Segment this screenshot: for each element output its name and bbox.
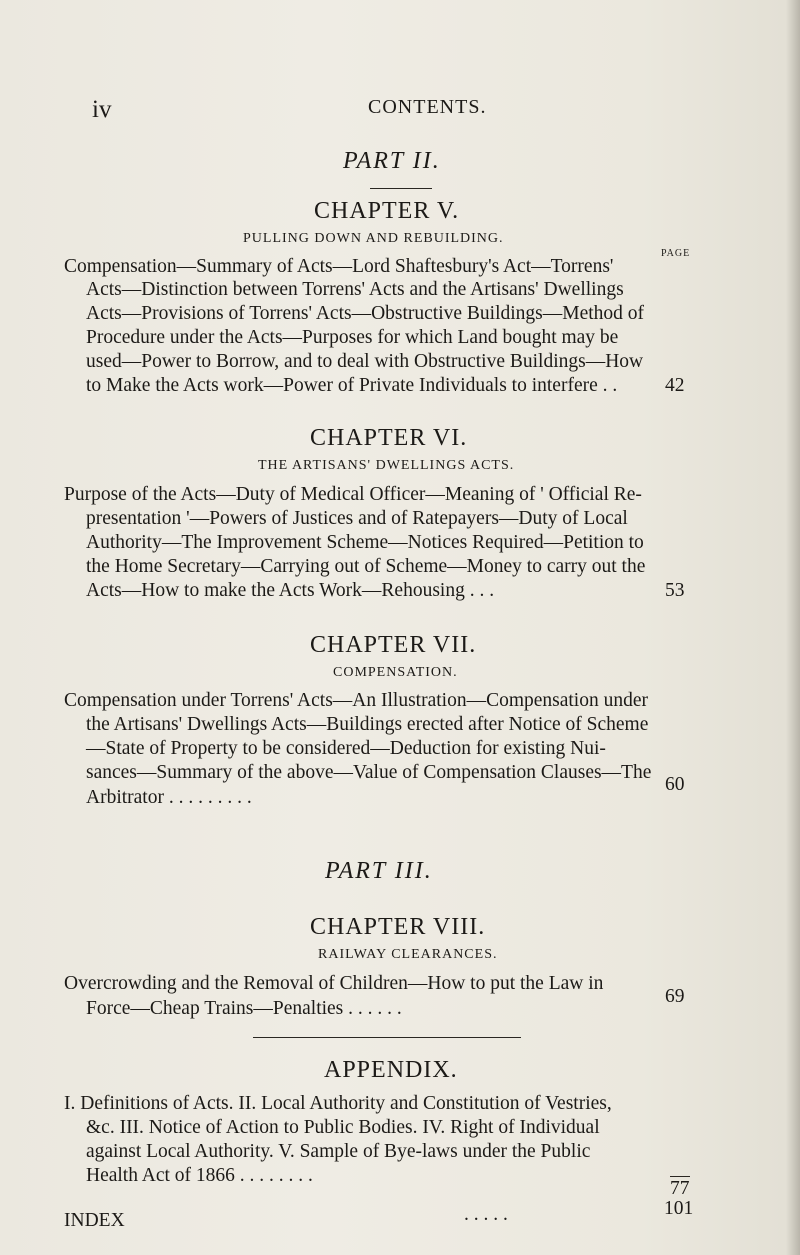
- toc-line: Acts—How to make the Acts Work—Rehousing . . .: [86, 580, 495, 601]
- chapter-subtitle-7: COMPENSATION.: [333, 665, 458, 680]
- toc-line: presentation '—Powers of Justices and of Ratepayers—Duty of Local: [86, 508, 628, 529]
- chapter-heading-8: CHAPTER VIII.: [310, 914, 486, 940]
- running-header-title: CONTENTS.: [368, 96, 487, 118]
- divider: [370, 188, 432, 189]
- toc-line: to Make the Acts work—Power of Private Individuals to interfere . .: [86, 375, 618, 396]
- chapter-heading-5: CHAPTER V.: [314, 198, 460, 224]
- chapter-subtitle-8: RAILWAY CLEARANCES.: [318, 947, 498, 962]
- appendix-heading: APPENDIX.: [324, 1057, 458, 1083]
- index-leader-dots: . . . . .: [464, 1204, 508, 1225]
- toc-page-number: 69: [665, 986, 685, 1007]
- page-column-label: PAGE: [661, 248, 691, 259]
- toc-line: Authority—The Improvement Scheme—Notices Required—Petition to: [86, 532, 644, 553]
- chapter-subtitle-5: PULLING DOWN AND REBUILDING.: [243, 231, 504, 246]
- toc-line: Overcrowding and the Removal of Children—How to put the Law in: [64, 973, 604, 994]
- toc-line: Procedure under the Acts—Purposes for which Land bought may be: [86, 327, 619, 348]
- toc-line: against Local Authority. V. Sample of Bye-laws under the Public: [86, 1141, 591, 1162]
- toc-line: the Artisans' Dwellings Acts—Buildings erected after Notice of Scheme: [86, 714, 649, 735]
- toc-line: Compensation under Torrens' Acts—An Illustration—Compensation under: [64, 690, 649, 711]
- toc-line: Acts—Distinction between Torrens' Acts and the Artisans' Dwellings: [86, 279, 624, 300]
- toc-line: Acts—Provisions of Torrens' Acts—Obstructive Buildings—Method of: [86, 303, 645, 324]
- divider: [670, 1176, 690, 1177]
- part-heading-3: PART III.: [325, 858, 433, 884]
- toc-page-number: 77: [670, 1178, 690, 1199]
- toc-page-number: 101: [664, 1198, 694, 1219]
- chapter-heading-7: CHAPTER VII.: [310, 632, 477, 658]
- toc-line: used—Power to Borrow, and to deal with Obstructive Buildings—How: [86, 351, 644, 372]
- page-edge-shadow: [786, 0, 800, 1255]
- toc-line: the Home Secretary—Carrying out of Scheme—Money to carry out the: [86, 556, 646, 577]
- toc-line: &c. III. Notice of Action to Public Bodies. IV. Right of Individual: [86, 1117, 600, 1138]
- page-number-roman: iv: [92, 96, 112, 123]
- toc-line: I. Definitions of Acts. II. Local Authority and Constitution of Vestries,: [64, 1093, 612, 1114]
- toc-page-number: 60: [665, 774, 685, 795]
- toc-line: Health Act of 1866 . . . . . . . .: [86, 1165, 313, 1186]
- toc-line: sances—Summary of the above—Value of Compensation Clauses—The: [86, 762, 652, 783]
- toc-line: —State of Property to be considered—Deduction for existing Nui-: [86, 738, 606, 759]
- toc-page-number: 42: [665, 375, 685, 396]
- toc-page-number: 53: [665, 580, 685, 601]
- toc-line: Compensation—Summary of Acts—Lord Shaftesbury's Act—Torrens': [64, 256, 614, 277]
- divider: [253, 1037, 521, 1038]
- toc-line: Arbitrator . . . . . . . . .: [86, 787, 252, 808]
- toc-line: Purpose of the Acts—Duty of Medical Officer—Meaning of ' Official Re-: [64, 484, 642, 505]
- chapter-heading-6: CHAPTER VI.: [310, 425, 468, 451]
- index-label: INDEX: [64, 1210, 125, 1231]
- toc-line: Force—Cheap Trains—Penalties . . . . . .: [86, 998, 402, 1019]
- part-heading-2: PART II.: [343, 148, 441, 174]
- chapter-subtitle-6: THE ARTISANS' DWELLINGS ACTS.: [258, 458, 515, 473]
